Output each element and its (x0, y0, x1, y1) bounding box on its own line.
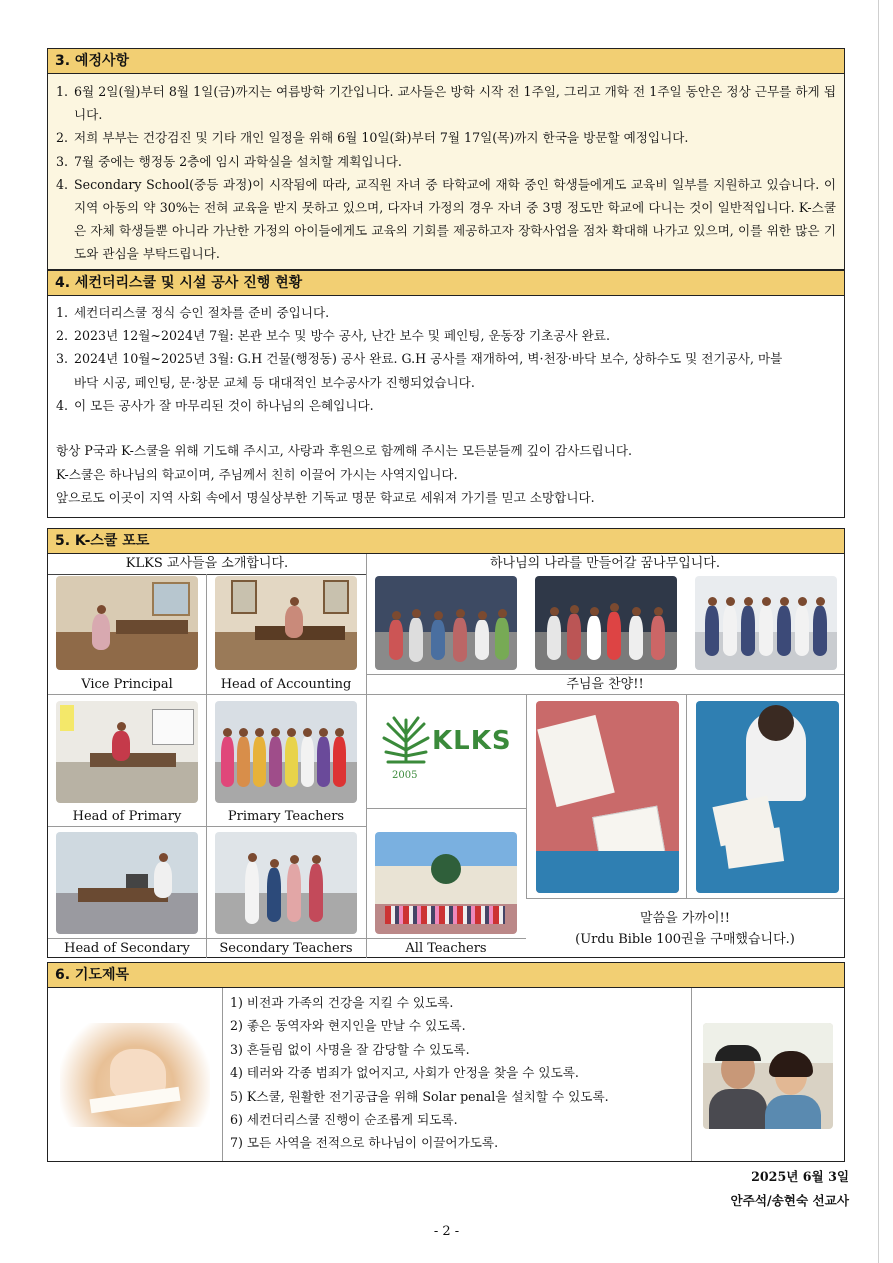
list-item (56, 394, 836, 417)
all-teachers-photo (375, 832, 517, 934)
prayer-item: 7) 모든 사역을 전적으로 하나님이 이끌어가도록. (230, 1135, 499, 1151)
item-text: Secondary School(중등 과정)이 시작됨에 따라, 교직원 자녀 중 타학교에 재학 중인 학생들에게도 교육비 일부를 지원하고 있습니다. 이 지역 아동의 약 30%는 전혀 교육을 받지 못하고 있으며, 다자녀 가정의 경우 자녀 중 3명 정도만 학교에 다니는 것이 일반적입니다. K-스쿨은 자체 학생들뿐 아니라 가난한 가정의 아이들에게도 교육의 기회를 제공하고자 장학사업을 점차 확대해 나가고 있으며, 이를 위한 많은 기도와 관심을 부탁드립니다. (74, 176, 836, 262)
section-prayer (47, 962, 845, 1162)
page-edge (878, 0, 879, 1263)
construction-list (48, 296, 844, 417)
section-construction (47, 270, 845, 518)
divider (48, 574, 366, 575)
list-item (56, 324, 836, 347)
section-title: 6. 기도제목 (48, 963, 844, 988)
prayer-list (222, 991, 698, 1155)
caption-vice-principal: Vice Principal (81, 677, 173, 692)
caption-word-1: 말씀을 가까이!! (640, 911, 730, 926)
logo-text: KLKS (432, 726, 512, 756)
divider (526, 694, 527, 898)
vice-principal-photo (56, 576, 198, 670)
list-item (56, 80, 836, 126)
closing-line: K-스쿨은 하나님의 학교이며, 주님께서 친히 이끌어 가시는 사역지입니다. (56, 466, 458, 482)
caption-head-primary: Head of Primary (72, 809, 182, 824)
head-primary-photo (56, 701, 198, 803)
bible-reading-photo-1 (536, 701, 679, 893)
signature: 안주석/송현숙 선교사 (730, 1193, 849, 1208)
prayer-item: 2) 좋은 동역자와 현지인을 만날 수 있도록. (230, 1018, 466, 1034)
caption-primary-teachers: Primary Teachers (227, 809, 345, 824)
secondary-teachers-photo (215, 832, 357, 934)
item-text: 2024년 10월~2025년 3월: G.H 건물(행정동) 공사 완료. G.H 공사를 재개하여, 벽·천장·바닥 보수, 상하수도 및 전기공사, 마블 바닥 시공, 페인팅, 문·창문 교체 등 대대적인 보수공사가 진행되었습니다. (74, 351, 783, 390)
caption-secondary-teachers: Secondary Teachers (219, 941, 353, 956)
item-text: 이 모든 공사가 잘 마무리된 것이 하나님의 은혜입니다. (74, 397, 374, 413)
list-item (56, 150, 836, 173)
item-number: 3. (56, 153, 69, 169)
page-number: - 2 - (433, 1224, 460, 1239)
divider (206, 574, 207, 958)
klks-logo (378, 712, 516, 792)
primary-teachers-photo (215, 701, 357, 803)
section-photos (47, 528, 845, 958)
caption-praise: 주님을 찬양!! (566, 677, 644, 692)
divider (48, 826, 366, 827)
head-secondary-photo (56, 832, 198, 934)
prayer-item: 4) 테러와 각종 범죄가 없어지고, 사회가 안정을 찾을 수 있도록. (230, 1065, 579, 1081)
prayer-item: 3) 흔들림 없이 사명을 잘 감당할 수 있도록. (230, 1041, 470, 1057)
divider (686, 694, 687, 898)
item-number: 2. (56, 328, 69, 344)
item-text: 7월 중에는 행정동 2층에 임시 과학실을 설치할 계획입니다. (74, 153, 402, 169)
item-number: 3. (56, 351, 69, 367)
prayer-item: 5) K스쿨, 원활한 전기공급을 위해 Solar penal을 설치할 수 있도록. (230, 1088, 609, 1104)
item-text: 세컨더리스쿨 정식 승인 절차를 준비 중입니다. (74, 305, 330, 320)
section-title: 4. 세컨더리스쿨 및 시설 공사 진행 현황 (48, 271, 844, 296)
caption-head-secondary: Head of Secondary (64, 941, 190, 956)
logo-year: 2005 (392, 770, 418, 781)
item-number: 1. (56, 84, 69, 99)
section-title: 5. K-스쿨 포토 (48, 529, 844, 554)
prayer-item: 6) 세컨더리스쿨 진행이 순조롭게 되도록. (230, 1112, 458, 1128)
item-text: 2023년 12월~2024년 7월: 본관 보수 및 방수 공사, 난간 보수 및 페인팅, 운동장 기초공사 완료. (74, 328, 610, 344)
item-number: 2. (56, 130, 69, 146)
prayer-item: 1) 비전과 가족의 건강을 지킬 수 있도록. (230, 995, 454, 1010)
students-photo-3 (695, 576, 837, 670)
item-number: 4. (56, 176, 69, 192)
divider (48, 694, 844, 695)
divider (366, 554, 367, 958)
list-item (56, 347, 836, 393)
missionary-couple-photo (703, 1023, 833, 1129)
divider (526, 898, 844, 899)
schedule-list (48, 74, 844, 266)
caption-all-teachers: All Teachers (405, 941, 487, 956)
date: 2025년 6월 3일 (751, 1169, 849, 1184)
closing-line: 항상 P국과 K-스쿨을 위해 기도해 주시고, 사랑과 후원으로 함께해 주시는 모든분들께 깊이 감사드립니다. (56, 443, 633, 459)
students-heading: 하나님의 나라를 만들어갈 꿈나무입니다. (489, 556, 720, 571)
students-photo-2 (535, 576, 677, 670)
list-item (56, 173, 836, 266)
list-item (56, 301, 836, 324)
item-text: 6월 2일(월)부터 8월 1일(금)까지는 여름방학 기간입니다. 교사들은 방학 시작 전 1주일, 그리고 개학 전 1주일 동안은 정상 근무를 하게 됩니다. (74, 84, 836, 123)
bible-reading-photo-2 (696, 701, 839, 893)
item-number: 1. (56, 305, 69, 320)
caption-word-2: (Urdu Bible 100권을 구매했습니다.) (575, 932, 795, 947)
head-accounting-photo (215, 576, 357, 670)
section-schedule (47, 48, 845, 270)
caption-head-accounting: Head of Accounting (220, 677, 352, 692)
closing-line: 앞으로도 이곳이 지역 사회 속에서 명실상부한 기독교 명문 학교로 세워져 가기를 믿고 소망합니다. (56, 490, 595, 506)
section-title: 3. 예정사항 (48, 49, 844, 74)
list-item (56, 126, 836, 149)
item-number: 4. (56, 397, 69, 413)
divider (366, 808, 526, 809)
item-text: 저희 부부는 건강검진 및 기타 개인 일정을 위해 6월 10일(화)부터 7월 17일(목)까지 한국을 방문할 예정입니다. (74, 130, 689, 146)
teachers-heading: KLKS 교사들을 소개합니다. (125, 556, 289, 571)
praying-hands-photo (60, 1023, 210, 1127)
students-photo-1 (375, 576, 517, 670)
